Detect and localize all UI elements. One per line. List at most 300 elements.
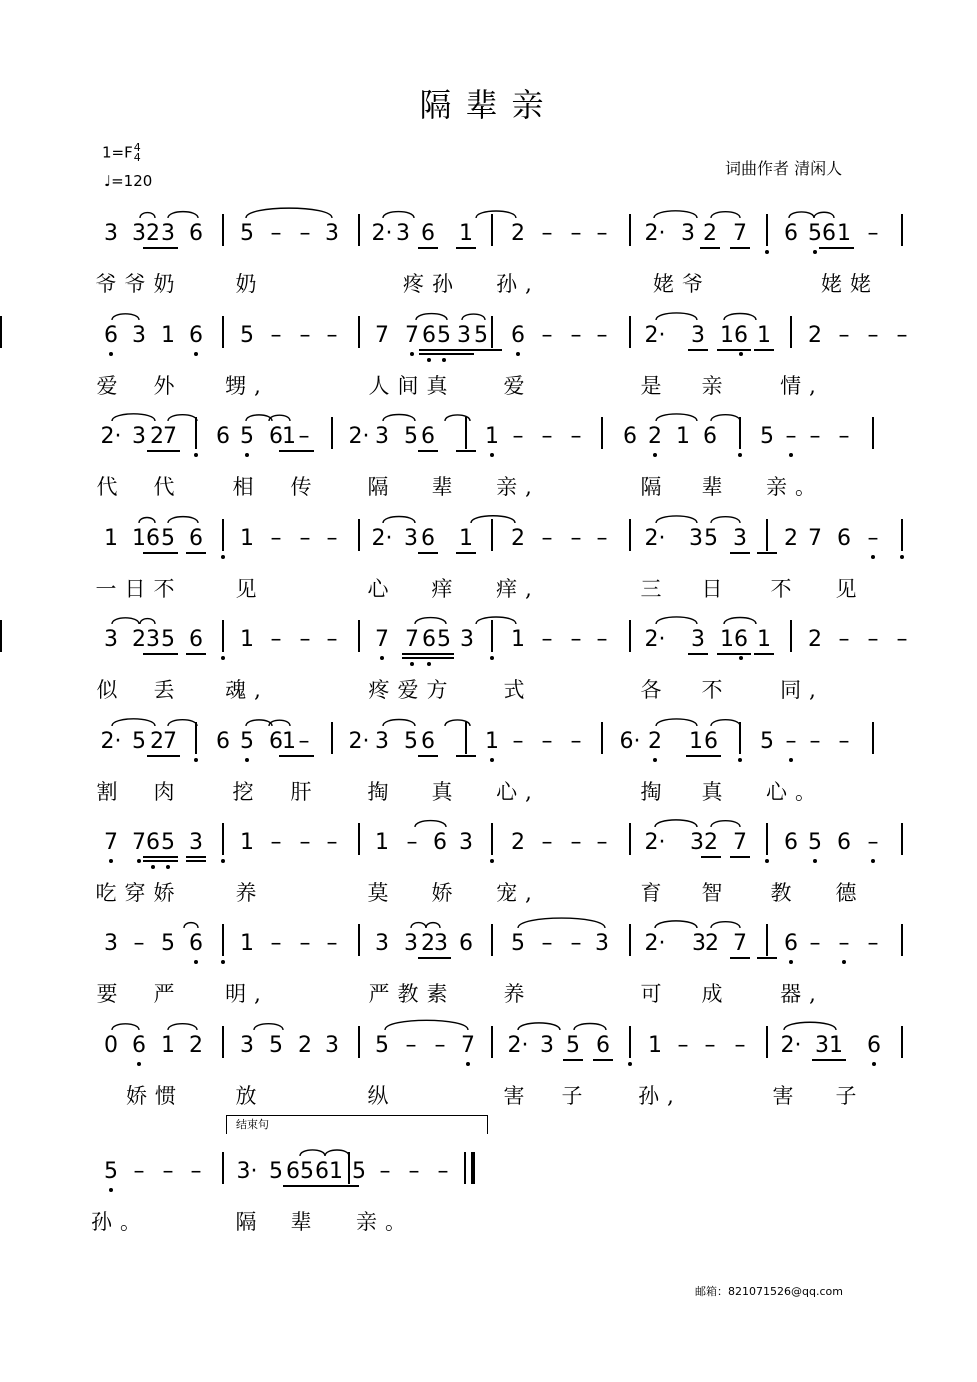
note-text: 3 xyxy=(161,221,175,246)
note-text: 2· xyxy=(644,526,666,551)
note-text: 3 xyxy=(240,1033,254,1058)
slur xyxy=(325,1150,349,1156)
lyric-text: 子 xyxy=(835,1084,865,1108)
note-text: – xyxy=(133,1159,145,1184)
lyric-text: 要 xyxy=(96,982,126,1006)
note-text: 1 xyxy=(511,627,525,652)
note-text: – xyxy=(867,526,879,551)
note-text: 6 xyxy=(459,931,473,956)
note-text: 2 xyxy=(808,627,822,652)
note-text: 3 xyxy=(691,627,705,652)
note-text: 6 xyxy=(269,729,283,754)
note-text: 6 xyxy=(784,221,798,246)
lyric-text: 孙。 xyxy=(91,1210,149,1234)
lyric-text: 疼爱方 xyxy=(368,678,456,702)
lyric-text: 德 xyxy=(835,881,865,905)
note-text: 5 xyxy=(161,931,175,956)
note-text: 3 xyxy=(691,323,705,348)
note-text: – xyxy=(298,424,310,449)
slur xyxy=(112,719,155,726)
note-text: 6 xyxy=(867,1033,881,1058)
note-text: 6 xyxy=(837,526,851,551)
song-title: 隔辈亲 xyxy=(419,86,558,124)
note-text: 6 xyxy=(315,1159,329,1184)
note-text: 3 xyxy=(132,221,146,246)
note-text: – xyxy=(379,1159,391,1184)
slur xyxy=(784,1022,836,1030)
lyric-text: 器, xyxy=(780,982,824,1006)
note-text: 2· xyxy=(644,627,666,652)
lyric-text: 智 xyxy=(701,881,731,905)
slur xyxy=(168,720,197,726)
note-text: 6 xyxy=(132,1033,146,1058)
note-text: 1 xyxy=(240,931,254,956)
lyric-text: 同, xyxy=(780,678,824,702)
note-text: 3 xyxy=(375,931,389,956)
note-text: – xyxy=(541,526,553,551)
lyric-text: 三 xyxy=(640,577,670,601)
note-text: 1 xyxy=(757,627,771,652)
lyric-text: 养 xyxy=(235,881,265,905)
note-text: 1 xyxy=(720,627,734,652)
note-text: 7 xyxy=(733,221,747,246)
lyric-text: 隔 xyxy=(640,475,670,499)
note-text: – xyxy=(809,424,821,449)
note-text: 6 xyxy=(286,1159,300,1184)
note-text: – xyxy=(896,627,908,652)
slur xyxy=(711,821,740,827)
lyric-text: 人间真 xyxy=(368,374,456,398)
slur xyxy=(711,720,740,726)
note-text: 6 xyxy=(189,931,203,956)
slur xyxy=(655,921,697,928)
note-text: 7 xyxy=(808,526,822,551)
note-text: – xyxy=(809,931,821,956)
note-text: 1 xyxy=(648,1033,662,1058)
note-text: 1 xyxy=(161,323,175,348)
note-text: 3 xyxy=(595,931,609,956)
slur xyxy=(415,618,446,624)
note-text: 6· xyxy=(619,729,641,754)
note-text: 6 xyxy=(189,627,203,652)
note-text: 2· xyxy=(780,1033,802,1058)
note-text: 6 xyxy=(822,221,836,246)
note-text: 3· xyxy=(236,1159,258,1184)
slur xyxy=(476,617,516,624)
slur xyxy=(411,923,426,928)
note-text: 3 xyxy=(733,526,747,551)
slur xyxy=(168,212,198,218)
note-text: 3 xyxy=(104,221,118,246)
note-text: – xyxy=(541,830,553,855)
note-text: – xyxy=(162,1159,174,1184)
note-text: 5 xyxy=(404,424,418,449)
lyric-text: 式 xyxy=(503,678,533,702)
note-text: – xyxy=(541,424,553,449)
note-text: 2 xyxy=(648,729,662,754)
note-text: 3 xyxy=(104,627,118,652)
note-text: 6 xyxy=(433,830,447,855)
note-text: – xyxy=(541,221,553,246)
note-text: 3 xyxy=(375,424,389,449)
lyric-text: 亲。 xyxy=(766,475,824,499)
slur xyxy=(654,211,697,218)
note-text: 5 xyxy=(132,729,146,754)
lyric-text: 魂, xyxy=(225,678,269,702)
note-text: 6 xyxy=(104,323,118,348)
note-text: – xyxy=(809,729,821,754)
slur xyxy=(112,414,155,421)
note-text: 2 xyxy=(704,830,718,855)
note-text: – xyxy=(596,830,608,855)
note-text: 2· xyxy=(348,729,370,754)
note-text: – xyxy=(570,221,582,246)
note-text: 2· xyxy=(644,830,666,855)
note-text: 2· xyxy=(348,424,370,449)
slur xyxy=(445,720,470,726)
note-text: 1 xyxy=(104,526,118,551)
note-text: 6 xyxy=(422,323,436,348)
note-text: – xyxy=(437,1159,449,1184)
slur xyxy=(416,314,447,320)
note-text: – xyxy=(270,323,282,348)
lyric-text: 严 xyxy=(153,982,183,1006)
note-text: – xyxy=(570,627,582,652)
lyric-text: 隔 xyxy=(367,475,397,499)
note-text: – xyxy=(270,221,282,246)
lyric-text: 娇 xyxy=(431,881,461,905)
note-text: – xyxy=(570,424,582,449)
lyric-text: 子 xyxy=(561,1084,591,1108)
note-text: 5 xyxy=(269,1159,283,1184)
note-text: 3 xyxy=(146,627,160,652)
note-text: – xyxy=(734,1033,746,1058)
note-text: – xyxy=(326,931,338,956)
lyric-text: 辈 xyxy=(701,475,731,499)
slur xyxy=(518,918,605,928)
note-text: 2 xyxy=(511,830,525,855)
note-text: 1 xyxy=(240,830,254,855)
note-text: – xyxy=(838,931,850,956)
slur xyxy=(112,618,139,624)
lyric-text: 辈 xyxy=(431,475,461,499)
slur xyxy=(711,415,740,421)
lyric-text: 姥姥 xyxy=(821,272,879,296)
lyric-text: 娇惯 xyxy=(126,1084,184,1108)
note-text: 3 xyxy=(325,1033,339,1058)
note-text: 1 xyxy=(282,729,296,754)
lyric-text: 疼孙 xyxy=(403,272,461,296)
lyric-text: 日 xyxy=(701,577,731,601)
note-text: – xyxy=(326,526,338,551)
note-text: 7 xyxy=(405,627,419,652)
note-text: – xyxy=(133,931,145,956)
lyric-text: 代 xyxy=(96,475,126,499)
note-text: 1 xyxy=(837,221,851,246)
note-text: 3 xyxy=(189,830,203,855)
note-text: 5 xyxy=(300,1159,314,1184)
note-text: 5 xyxy=(375,1033,389,1058)
note-text: 6 xyxy=(146,526,160,551)
note-text: – xyxy=(867,221,879,246)
note-text: 1 xyxy=(757,323,771,348)
note-text: – xyxy=(570,323,582,348)
note-text: 1 xyxy=(459,526,473,551)
slur xyxy=(300,1150,325,1156)
quarter-note-icon: ♩ xyxy=(104,172,112,190)
note-text: – xyxy=(677,1033,689,1058)
lyric-text: 可 xyxy=(640,982,670,1006)
note-text: 0 xyxy=(104,1033,118,1058)
slur xyxy=(383,517,415,524)
lyric-text: 养 xyxy=(503,982,533,1006)
slur xyxy=(140,213,155,218)
note-text: 2· xyxy=(644,323,666,348)
note-text: 3 xyxy=(690,830,704,855)
note-text: 3 xyxy=(689,526,703,551)
note-text: – xyxy=(299,221,311,246)
lyric-text: 代 xyxy=(153,475,183,499)
note-text: 6 xyxy=(189,323,203,348)
note-text: – xyxy=(838,729,850,754)
note-text: – xyxy=(867,323,879,348)
note-text: 5 xyxy=(437,323,451,348)
lyric-text: 甥, xyxy=(225,374,269,398)
lyric-text: 孙, xyxy=(638,1084,682,1108)
note-text: 5 xyxy=(808,221,822,246)
note-text: 5 xyxy=(760,424,774,449)
slur xyxy=(656,313,697,320)
lyric-text: 亲。 xyxy=(356,1210,414,1234)
lyric-text: 吃穿娇 xyxy=(95,881,183,905)
note-text: 2· xyxy=(100,729,122,754)
note-text: – xyxy=(299,526,311,551)
note-text: 2 xyxy=(298,1033,312,1058)
note-text: 6 xyxy=(421,526,435,551)
lyric-text: 各 xyxy=(640,678,670,702)
lyric-text: 挖 xyxy=(232,780,262,804)
note-text: 1 xyxy=(720,323,734,348)
time-sig-bottom: 4 xyxy=(133,151,141,164)
note-text: – xyxy=(299,627,311,652)
note-text: 2 xyxy=(150,729,164,754)
lyric-text: 真 xyxy=(701,780,731,804)
note-text: – xyxy=(270,830,282,855)
note-text: 1 xyxy=(240,627,254,652)
note-text: 6 xyxy=(596,1033,610,1058)
lyric-text: 爱 xyxy=(503,374,533,398)
note-text: – xyxy=(512,424,524,449)
note-text: 2· xyxy=(100,424,122,449)
note-text: 3 xyxy=(104,931,118,956)
note-text: 7 xyxy=(461,1033,475,1058)
slur xyxy=(426,923,440,928)
slur xyxy=(711,922,740,928)
note-text: 6 xyxy=(734,323,748,348)
note-text: 1 xyxy=(161,1033,175,1058)
note-text: – xyxy=(541,627,553,652)
lyric-text: 爷爷奶 xyxy=(95,272,183,296)
slur xyxy=(383,212,414,218)
lyric-text: 明, xyxy=(225,982,269,1006)
slur xyxy=(724,314,756,321)
lyric-text: 亲 xyxy=(701,374,731,398)
note-text: – xyxy=(570,830,582,855)
note-text: 7 xyxy=(104,830,118,855)
lyric-text: 情, xyxy=(780,374,824,398)
note-text: – xyxy=(270,526,282,551)
slur xyxy=(656,617,697,624)
note-text: 5 xyxy=(404,729,418,754)
note-text: – xyxy=(270,627,282,652)
lyric-text: 成 xyxy=(701,982,731,1006)
slur xyxy=(656,719,697,726)
note-text: 3 xyxy=(132,424,146,449)
note-text: 6 xyxy=(189,221,203,246)
lyric-text: 外 xyxy=(153,374,183,398)
note-text: 1 xyxy=(132,526,146,551)
note-text: 5 xyxy=(269,1033,283,1058)
note-text: – xyxy=(785,424,797,449)
note-text: 5 xyxy=(240,323,254,348)
key-text: 1=F xyxy=(102,143,133,162)
note-text: 1 xyxy=(459,221,473,246)
note-text: 1 xyxy=(676,424,690,449)
lyric-text: 放 xyxy=(235,1084,265,1108)
note-text: – xyxy=(785,729,797,754)
note-text: – xyxy=(867,830,879,855)
note-text: – xyxy=(408,1159,420,1184)
note-text: 2 xyxy=(784,526,798,551)
slur xyxy=(574,1024,606,1031)
lyric-text: 割 xyxy=(96,780,126,804)
slur xyxy=(711,517,740,523)
note-text: 6 xyxy=(734,627,748,652)
note-text: – xyxy=(867,627,879,652)
note-text: 7 xyxy=(163,729,177,754)
note-text: 5 xyxy=(704,526,718,551)
note-text: 3 xyxy=(434,931,448,956)
lyric-text: 传 xyxy=(290,475,320,499)
note-text: – xyxy=(405,1033,417,1058)
lyric-text: 害 xyxy=(772,1084,802,1108)
note-text: 3 xyxy=(460,627,474,652)
lyric-text: 奶 xyxy=(235,272,265,296)
note-text: – xyxy=(704,1033,716,1058)
note-text: – xyxy=(326,830,338,855)
note-text: 5 xyxy=(474,323,488,348)
note-text: – xyxy=(190,1159,202,1184)
lyric-text: 是 xyxy=(640,374,670,398)
note-text: 7 xyxy=(163,424,177,449)
slur xyxy=(445,415,470,421)
note-text: – xyxy=(541,931,553,956)
lyric-text: 育 xyxy=(640,881,670,905)
note-text: 1 xyxy=(485,729,499,754)
note-text: 2 xyxy=(146,221,160,246)
note-text: 6 xyxy=(511,323,525,348)
note-text: 6 xyxy=(784,830,798,855)
note-text: – xyxy=(896,323,908,348)
slur xyxy=(168,517,198,523)
slur xyxy=(168,1024,197,1030)
note-text: 2· xyxy=(371,221,393,246)
slur xyxy=(168,415,197,421)
note-text: – xyxy=(326,627,338,652)
note-text: 3 xyxy=(404,526,418,551)
slur xyxy=(462,314,485,320)
lyric-text: 丢 xyxy=(153,678,183,702)
note-text: 1 xyxy=(329,1159,343,1184)
note-text: 6 xyxy=(216,729,230,754)
slur xyxy=(656,414,697,421)
note-text: 6 xyxy=(421,221,435,246)
note-text: – xyxy=(867,931,879,956)
lyric-text: 莫 xyxy=(367,881,397,905)
note-text: – xyxy=(299,323,311,348)
note-text: 6 xyxy=(421,729,435,754)
lyric-text: 纵 xyxy=(367,1084,397,1108)
note-text: 2· xyxy=(644,931,666,956)
note-text: 7 xyxy=(733,931,747,956)
note-text: – xyxy=(838,627,850,652)
lyric-text: 姥爷 xyxy=(653,272,711,296)
note-text: 1 xyxy=(485,424,499,449)
note-text: 7 xyxy=(132,830,146,855)
slur xyxy=(518,1023,560,1030)
lyric-text: 掏 xyxy=(640,780,670,804)
note-text: 5 xyxy=(161,627,175,652)
note-text: 1 xyxy=(375,830,389,855)
note-text: 2· xyxy=(507,1033,529,1058)
note-text: 2 xyxy=(421,931,435,956)
slur xyxy=(711,212,740,218)
lyric-text: 相 xyxy=(232,475,262,499)
time-sig-top: 4 xyxy=(133,141,141,154)
note-text: 3 xyxy=(815,1033,829,1058)
lyric-text: 害 xyxy=(503,1084,533,1108)
note-text: 5 xyxy=(161,526,175,551)
slur xyxy=(471,516,515,523)
note-text: 3 xyxy=(681,221,695,246)
composer-credit: 词曲作者 清闲人 xyxy=(725,159,843,178)
slur xyxy=(814,212,834,218)
note-text: 2 xyxy=(132,627,146,652)
note-text: 5 xyxy=(240,729,254,754)
note-text: 2· xyxy=(644,221,666,246)
note-text: 6 xyxy=(623,424,637,449)
note-text: 6 xyxy=(704,729,718,754)
note-text: – xyxy=(299,931,311,956)
note-text: – xyxy=(596,323,608,348)
note-text: – xyxy=(541,323,553,348)
lyric-text: 教 xyxy=(770,881,800,905)
note-text: 3 xyxy=(375,729,389,754)
slur xyxy=(476,211,516,218)
note-text: 3 xyxy=(459,830,473,855)
note-text: 2· xyxy=(371,526,393,551)
lyric-text: 亲, xyxy=(496,475,540,499)
ending-label: 结束句 xyxy=(236,1118,269,1131)
note-text: 3 xyxy=(692,931,706,956)
lyric-text: 一日不 xyxy=(95,577,183,601)
slur xyxy=(112,1024,139,1030)
note-text: 3 xyxy=(132,323,146,348)
note-text: 5 xyxy=(240,424,254,449)
note-text: 2 xyxy=(189,1033,203,1058)
lyric-text: 心, xyxy=(496,780,540,804)
note-text: 5 xyxy=(104,1159,118,1184)
